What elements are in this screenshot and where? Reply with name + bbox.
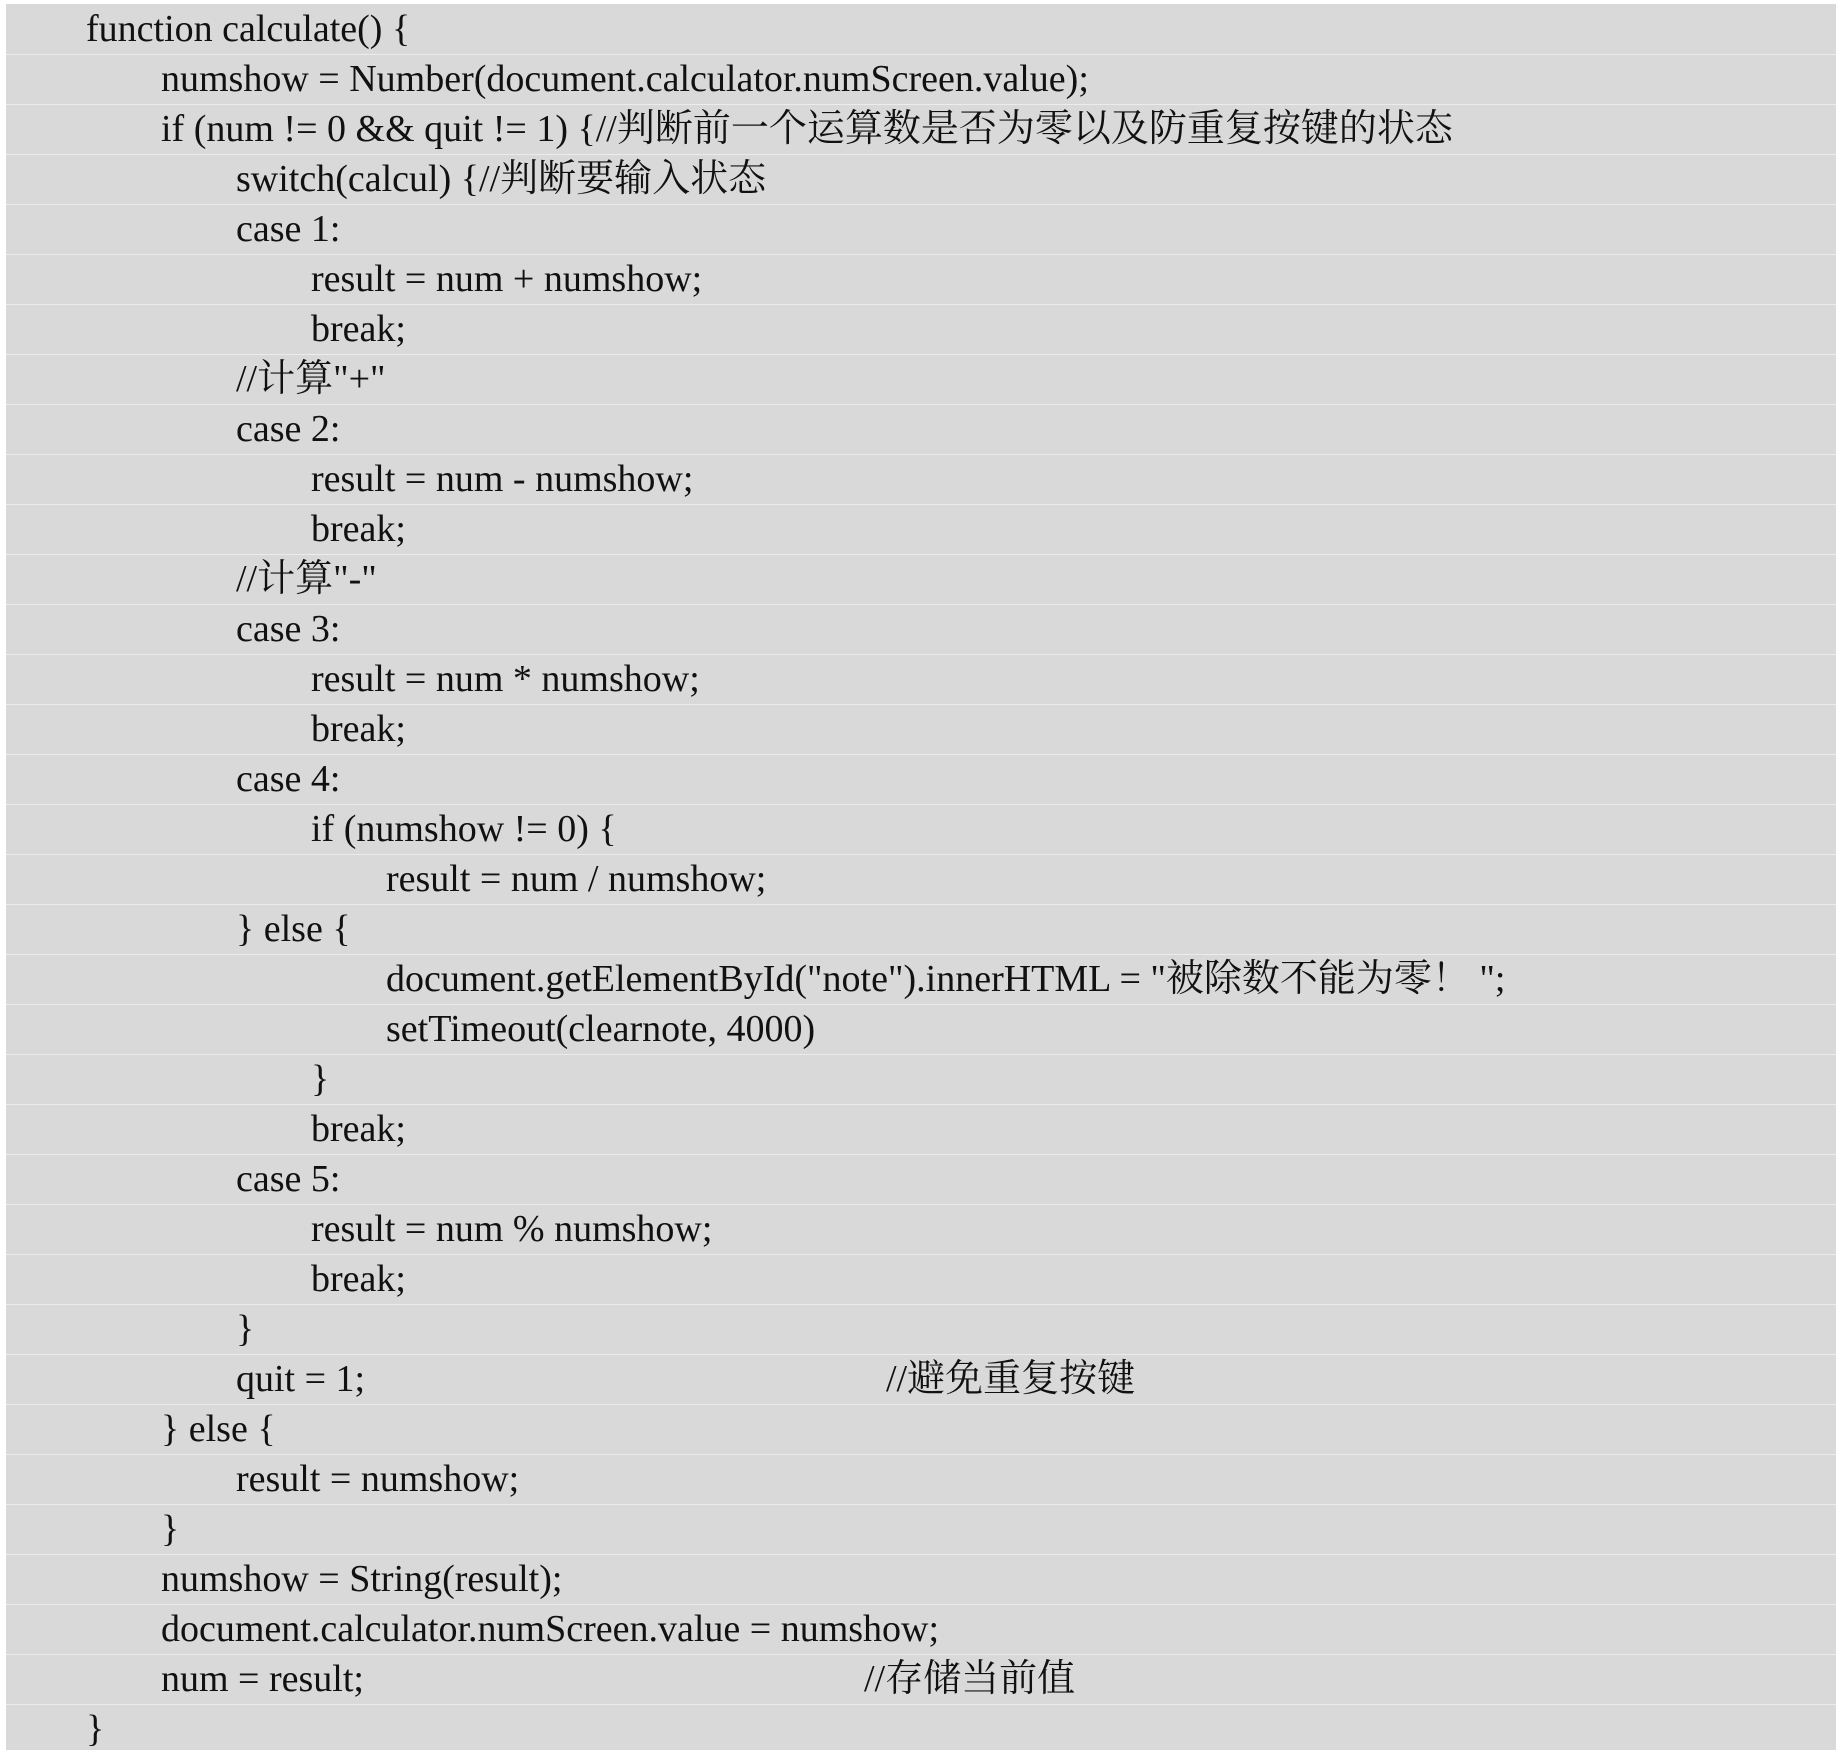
code-text: if (num != 0 && quit != 1) {//判断前一个运算数是否为零以及防重复按键的状态 xyxy=(161,108,1453,150)
code-line xyxy=(6,454,1836,505)
code-text: case 1: xyxy=(236,208,341,250)
code-line xyxy=(6,1704,1836,1754)
code-text: result = numshow; xyxy=(236,1458,520,1500)
code-text: //计算"+" xyxy=(236,358,386,400)
code-text: result = num / numshow; xyxy=(386,858,767,900)
code-text: case 5: xyxy=(236,1158,341,1200)
code-text: result = num % numshow; xyxy=(311,1208,713,1250)
code-line xyxy=(6,1404,1836,1455)
code-line xyxy=(6,4,1836,55)
code-line xyxy=(6,504,1836,555)
code-text: document.calculator.numScreen.value = numshow; xyxy=(161,1608,940,1650)
code-text: result = num * numshow; xyxy=(311,658,700,700)
code-text: } xyxy=(86,1708,105,1750)
code-line xyxy=(6,1254,1836,1305)
code-line xyxy=(6,1504,1836,1555)
code-line xyxy=(6,1454,1836,1505)
code-line xyxy=(6,954,1836,1005)
code-line xyxy=(6,204,1836,255)
code-text: break; xyxy=(311,1108,406,1150)
code-line xyxy=(6,554,1836,605)
code-text: break; xyxy=(311,1258,406,1300)
code-line xyxy=(6,1654,1836,1705)
code-text: case 2: xyxy=(236,408,341,450)
code-line xyxy=(6,1204,1836,1255)
code-line xyxy=(6,354,1836,405)
code-line xyxy=(6,404,1836,455)
code-line xyxy=(6,1354,1836,1405)
code-text: if (numshow != 0) { xyxy=(311,808,617,850)
code-line xyxy=(6,154,1836,205)
code-line xyxy=(6,904,1836,955)
code-text: result = num - numshow; xyxy=(311,458,694,500)
code-line xyxy=(6,704,1836,755)
code-text: case 4: xyxy=(236,758,341,800)
code-text: } xyxy=(236,1308,255,1350)
code-listing xyxy=(6,4,1836,1750)
code-text: break; xyxy=(311,508,406,550)
code-line xyxy=(6,1004,1836,1055)
code-comment: //避免重复按键 xyxy=(886,1358,1136,1400)
code-text: numshow = String(result); xyxy=(161,1558,563,1600)
code-line xyxy=(6,1154,1836,1205)
code-text: setTimeout(clearnote, 4000) xyxy=(386,1008,816,1050)
code-text: switch(calcul) {//判断要输入状态 xyxy=(236,158,767,200)
code-line xyxy=(6,54,1836,105)
code-line xyxy=(6,104,1836,155)
code-line xyxy=(6,754,1836,805)
code-text: } else { xyxy=(236,908,351,950)
code-comment: //存储当前值 xyxy=(864,1658,1076,1700)
code-text: numshow = Number(document.calculator.numScreen.value); xyxy=(161,58,1089,100)
code-line xyxy=(6,1104,1836,1155)
code-line xyxy=(6,254,1836,305)
code-line xyxy=(6,804,1836,855)
code-line xyxy=(6,1304,1836,1355)
code-line xyxy=(6,1604,1836,1655)
code-text: document.getElementById("note").innerHTML = "被除数不能为零！ "; xyxy=(386,958,1506,1000)
code-text: quit = 1; xyxy=(236,1358,366,1400)
code-line xyxy=(6,654,1836,705)
code-line xyxy=(6,854,1836,905)
code-text: break; xyxy=(311,308,406,350)
code-text: } xyxy=(161,1508,180,1550)
code-text: //计算"-" xyxy=(236,558,377,600)
code-text: num = result; xyxy=(161,1658,364,1700)
code-text: } xyxy=(311,1058,330,1100)
code-text: } else { xyxy=(161,1408,276,1450)
code-line xyxy=(6,1054,1836,1105)
code-text: function calculate() { xyxy=(86,8,411,50)
code-line xyxy=(6,304,1836,355)
code-line xyxy=(6,1554,1836,1605)
code-text: result = num + numshow; xyxy=(311,258,703,300)
code-text: break; xyxy=(311,708,406,750)
code-line xyxy=(6,604,1836,655)
code-text: case 3: xyxy=(236,608,341,650)
